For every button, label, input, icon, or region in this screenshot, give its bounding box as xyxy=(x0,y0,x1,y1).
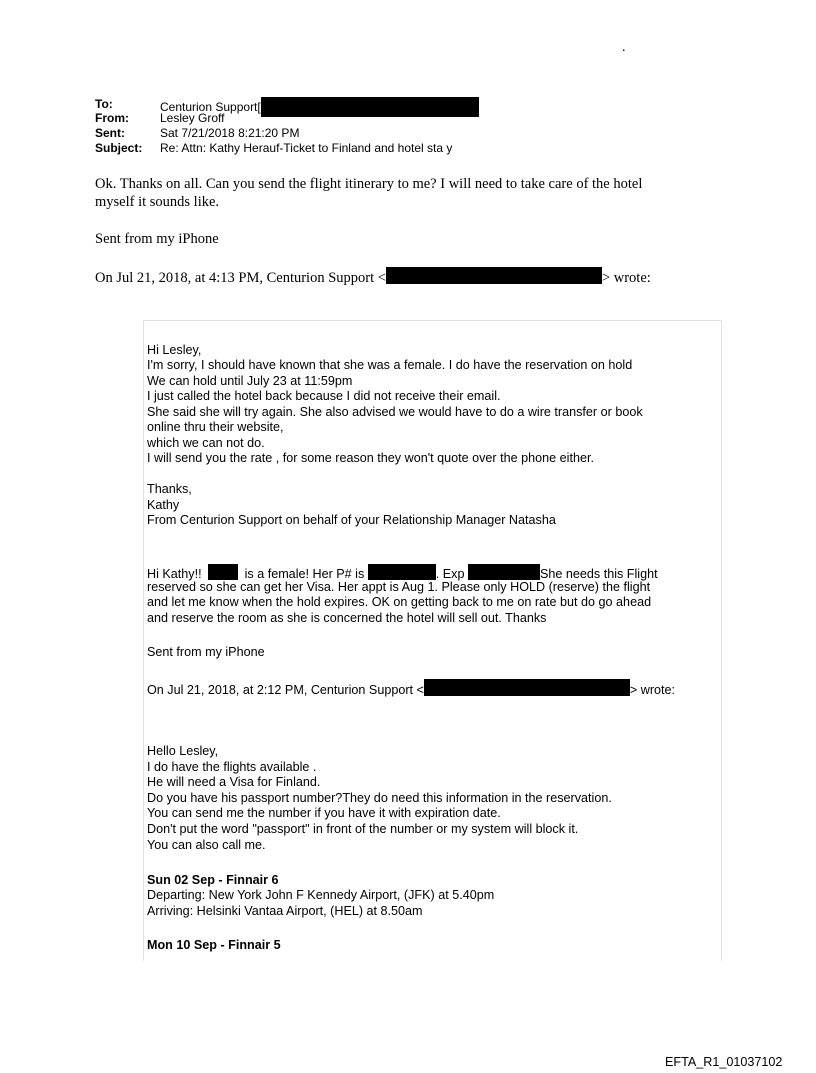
redaction-block xyxy=(424,679,630,696)
wrote-suffix: > wrote: xyxy=(601,270,651,286)
support-line: Do you have his passport number?They do need this information in the reservation. xyxy=(147,791,612,805)
kathy-line: I just called the hotel back because I did not receive their email. xyxy=(147,389,501,403)
lesley-text: Hi Kathy!! xyxy=(147,567,202,581)
flight-1-departing: Departing: New York John F Kennedy Airport, (JFK) at 5.40pm xyxy=(147,888,495,902)
lesley-text: . Exp xyxy=(435,567,465,581)
reply-wrote-line xyxy=(95,267,651,287)
support-line: I do have the flights available . xyxy=(147,760,317,774)
kathy-line: She said she will try again. She also advised we would have to do a wire transfer or book xyxy=(147,405,643,419)
lesley-line: and let me know when the hold expires. OK on getting back to me on rate but do go ahead xyxy=(147,595,652,609)
lesley-signature: Sent from my iPhone xyxy=(147,645,265,659)
redaction-block xyxy=(261,97,479,117)
flight-1-title: Sun 02 Sep - Finnair 6 xyxy=(147,873,279,887)
flight-2-title: Mon 10 Sep - Finnair 5 xyxy=(147,938,281,952)
redaction-block xyxy=(368,564,436,580)
kathy-sign: Kathy xyxy=(147,498,180,512)
flight-1-arriving: Arriving: Helsinki Vantaa Airport, (HEL) at 8.50am xyxy=(147,904,423,918)
redaction-block xyxy=(386,267,602,284)
sent-value: Sat 7/21/2018 8:21:20 PM xyxy=(160,126,300,140)
lesley-text: She needs this Flight xyxy=(539,567,658,581)
kathy-sign: From Centurion Support on behalf of your Relationship Manager Natasha xyxy=(147,513,556,527)
redaction-block xyxy=(468,564,540,580)
kathy-line: I will send you the rate , for some reason they won't quote over the phone either. xyxy=(147,451,594,465)
reply-line-2: myself it sounds like. xyxy=(95,194,220,210)
reply-line-1: Ok. Thanks on all. Can you send the flight itinerary to me? I will need to take care of the hotel xyxy=(95,176,643,192)
kathy-line: Hi Lesley, xyxy=(147,343,202,357)
to-label: To: xyxy=(95,97,113,111)
from-value: Lesley Groff xyxy=(160,111,225,125)
lesley-text: is a female! Her P# is xyxy=(244,567,365,581)
wrote-prefix: On Jul 21, 2018, at 2:12 PM, Centurion Support < xyxy=(147,683,424,697)
wrote-prefix: On Jul 21, 2018, at 4:13 PM, Centurion Support < xyxy=(95,270,386,286)
stray-mark: . xyxy=(622,40,626,55)
lesley-line: reserved so she can get her Visa. Her appt is Aug 1. Please only HOLD (reserve) the flight xyxy=(147,580,651,594)
document-id: EFTA_R1_01037102 xyxy=(665,1055,783,1069)
support-line: Hello Lesley, xyxy=(147,744,219,758)
from-label: From: xyxy=(95,111,129,125)
sent-label: Sent: xyxy=(95,126,125,140)
subject-label: Subject: xyxy=(95,141,143,155)
subject-value: Re: Attn: Kathy Herauf-Ticket to Finland and hotel sta y xyxy=(160,141,453,155)
kathy-line: online thru their website, xyxy=(147,420,284,434)
support-line: You can send me the number if you have it with expiration date. xyxy=(147,806,501,820)
to-address: Centurion Support[ xyxy=(160,100,261,114)
support-line: You can also call me. xyxy=(147,838,266,852)
kathy-sign: Thanks, xyxy=(147,482,192,496)
redaction-block xyxy=(208,564,238,580)
kathy-line: I'm sorry, I should have known that she was a female. I do have the reservation on hold xyxy=(147,358,633,372)
reply-signature: Sent from my iPhone xyxy=(95,231,219,247)
kathy-line: which we can not do. xyxy=(147,436,265,450)
lesley-wrote-line xyxy=(147,679,675,699)
support-line: Don't put the word "passport" in front of the number or my system will block it. xyxy=(147,822,579,836)
lesley-line: and reserve the room as she is concerned the hotel will sell out. Thanks xyxy=(147,611,547,625)
support-line: He will need a Visa for Finland. xyxy=(147,775,321,789)
kathy-line: We can hold until July 23 at 11:59pm xyxy=(147,374,353,388)
wrote-suffix: > wrote: xyxy=(629,683,676,697)
